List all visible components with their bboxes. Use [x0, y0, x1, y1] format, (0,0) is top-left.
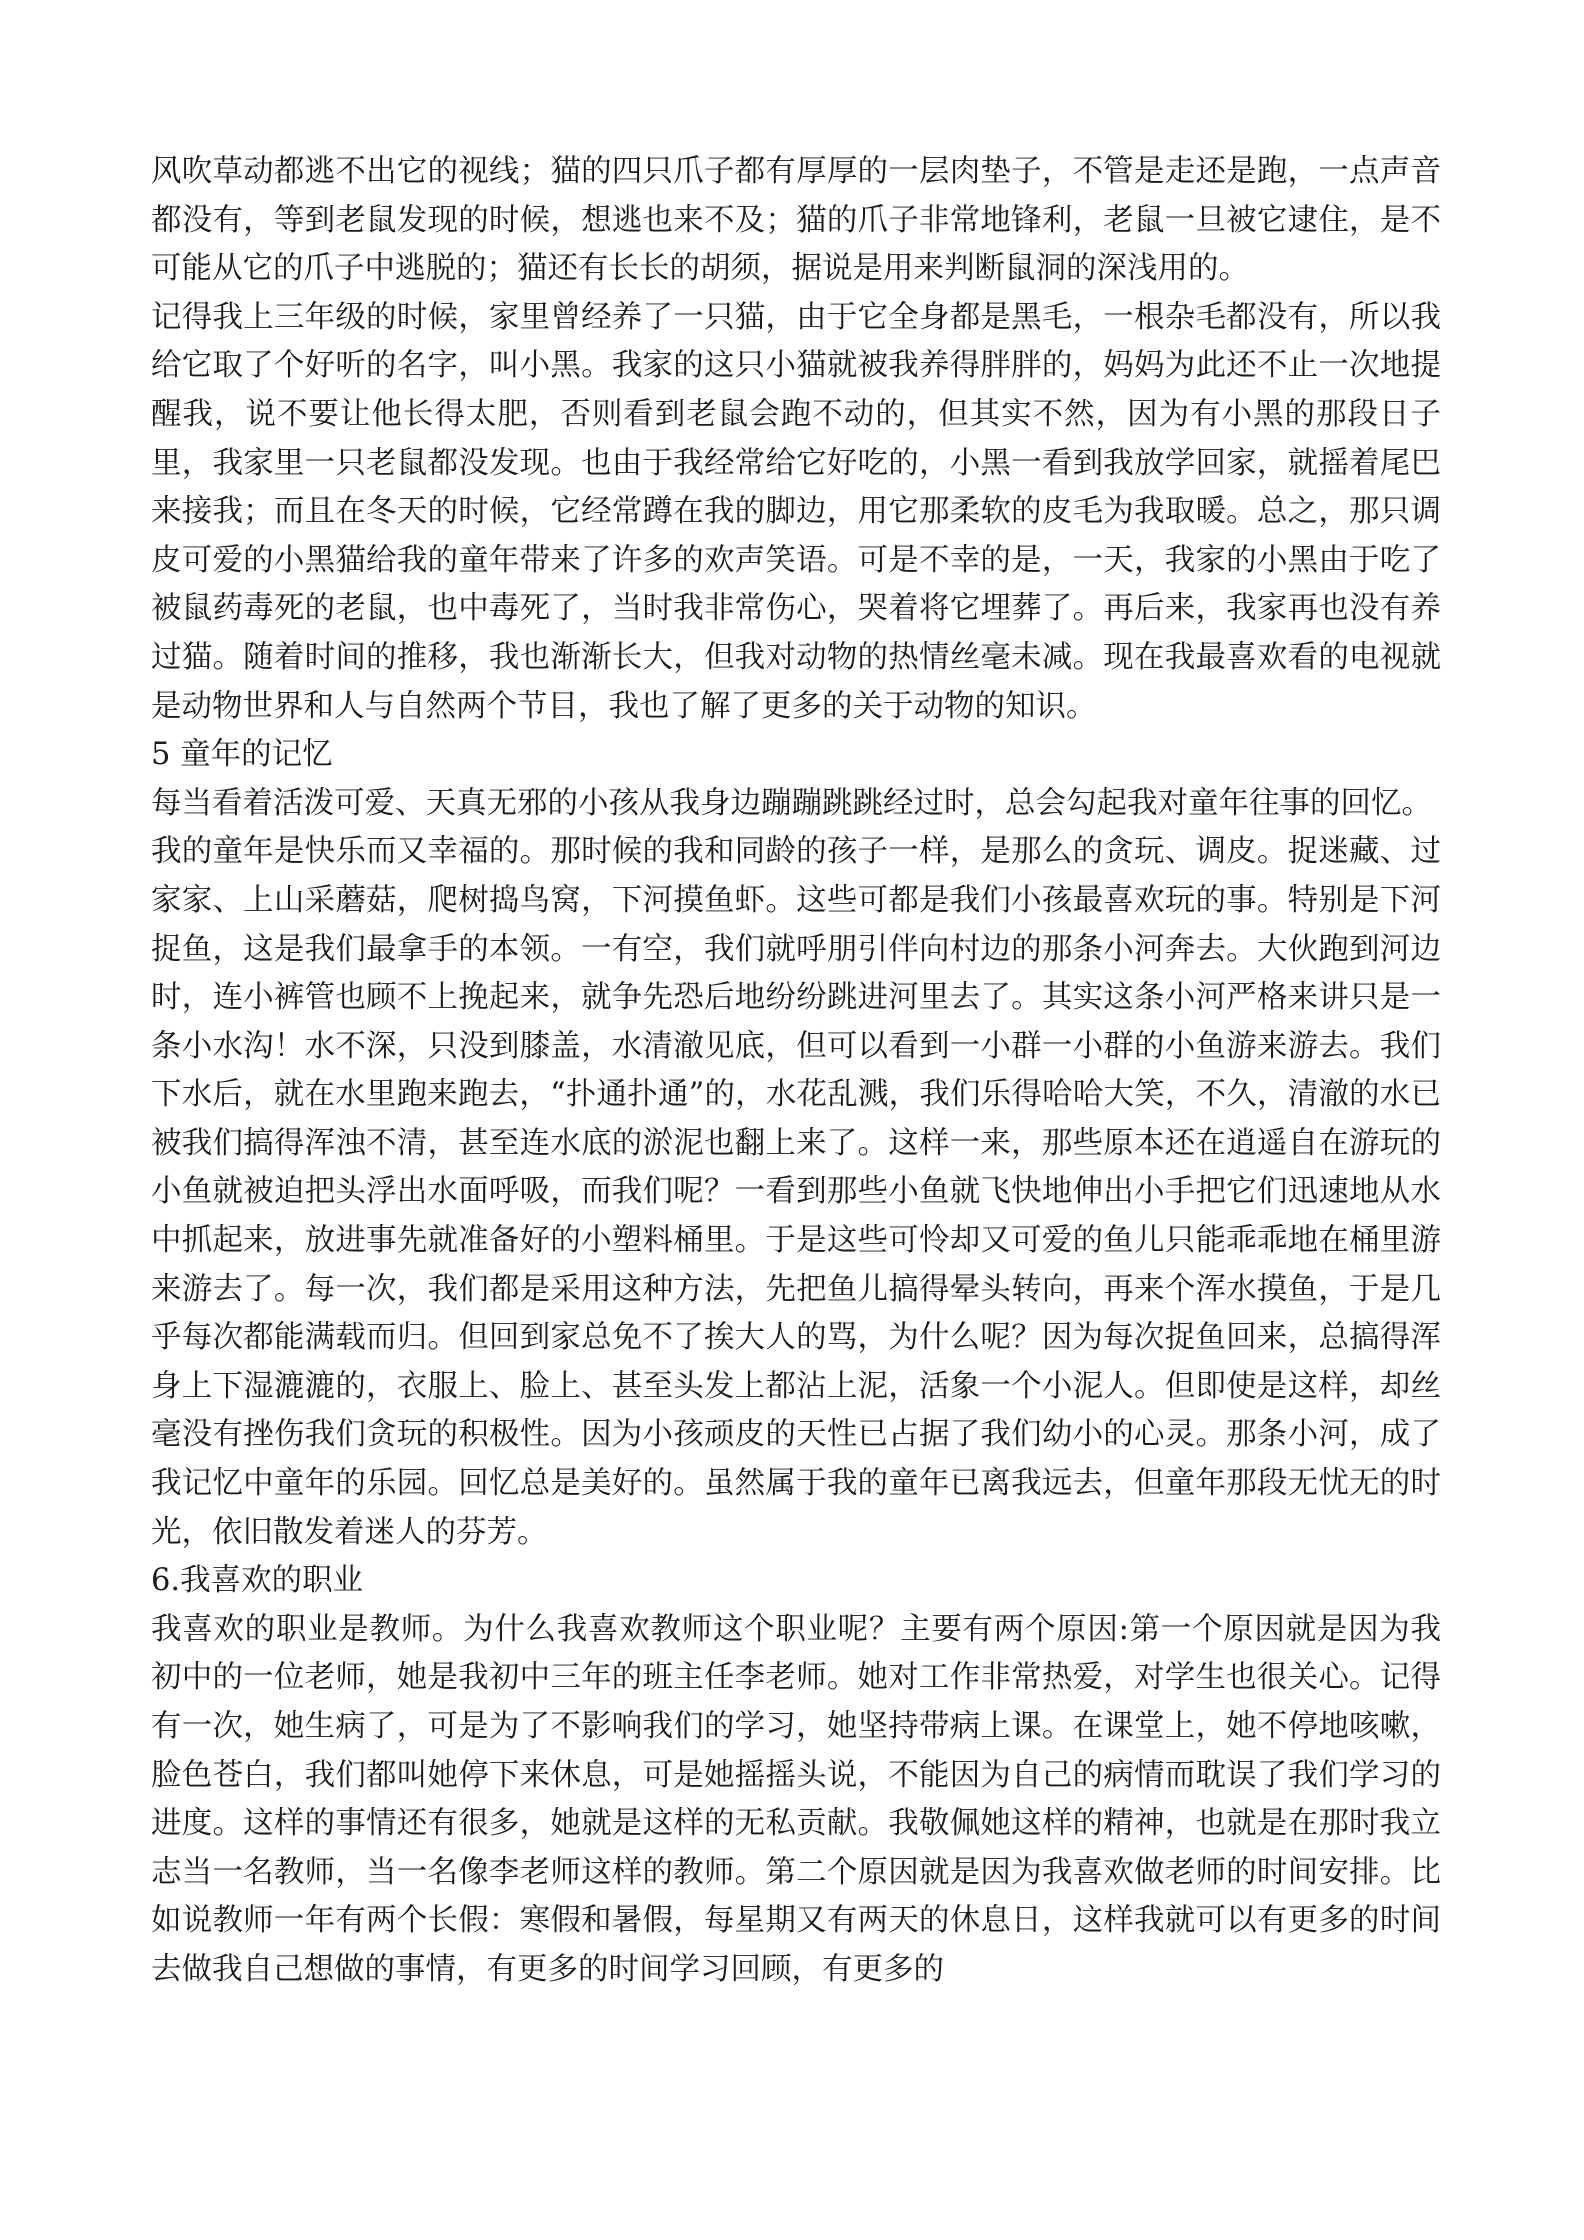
paragraph-cat-senses: 风吹草动都逃不出它的视线；猫的四只爪子都有厚厚的一层肉垫子，不管是走还是跑，一点声音都没有，等到老鼠发现的时候，想逃也来不及；猫的爪子非常地锋利，老鼠一旦被它逮住，是不可能从它的爪子中逃脱的；猫还有长长的胡须，据说是用来判断鼠洞的深浅用的。 — [151, 154, 1441, 287]
paragraph-career-teacher: 我喜欢的职业是教师。为什么我喜欢教师这个职业呢？主要有两个原因:第一个原因就是因为我初中的一位老师，她是我初中三年的班主任李老师。她对工作非常热爱，对学生也很关心。记得有一次，她生病了，可是为了不影响我们的学习，她坚持带病上课。在课堂上，她不停地咳嗽，脸色苍白，我们都叫她停下来休息，可是她摇摇头说，不能因为自己的病情而耽误了我们学习的进度。这样的事情还有很多，她就是这样的无私贡献。我敬佩她这样的精神，也就是在那时我立志当一名教师，当一名像李老师这样的教师。第二个原因就是因为我喜欢做老师的时间安排。比如说教师一年有两个长假：寒假和暑假，每星期又有两天的休息日，这样我就可以有更多的时间去做我自己想做的事情，有更多的时间学习回顾，有更多的 — [151, 1611, 1441, 1987]
section-heading-favorite-career: 6.我喜欢的职业 — [151, 1563, 364, 1599]
paragraph-childhood-fishing: 我的童年是快乐而又幸福的。那时候的我和同龄的孩子一样，是那么的贪玩、调皮。捉迷藏、过家家、上山采蘑菇，爬树捣鸟窝，下河摸鱼虾。这些可都是我们小孩最喜欢玩的事。特别是下河捉鱼，这是我们最拿手的本领。一有空，我们就呼朋引伴向村边的那条小河奔去。大伙跑到河边时，连小裤管也顾不上挽起来，就争先恐后地纷纷跳进河里去了。其实这条小河严格来讲只是一条小水沟！水不深，只没到膝盖，水清澈见底，但可以看到一小群一小群的小鱼游来游去。我们下水后，就在水里跑来跑去，“扑通扑通”的，水花乱溅，我们乐得哈哈大笑，不久，清澈的水已被我们搞得浑浊不清，甚至连水底的淤泥也翻上来了。这样一来，那些原本还在逍遥自在游玩的小鱼就被迫把头浮出水面呼吸，而我们呢？一看到那些小鱼就飞快地伸出小手把它们迅速地从水中抓起来，放进事先就准备好的小塑料桶里。于是这些可怜却又可爱的鱼儿只能乖乖地在桶里游来游去了。每一次，我们都是采用这种方法，先把鱼儿搞得晕头转向，再来个浑水摸鱼，于是几乎每次都能满载而归。但回到家总免不了挨大人的骂，为什么呢？因为每次捉鱼回来，总搞得浑身上下湿漉漉的，衣服上、脸上、甚至头发上都沾上泥，活象一个小泥人。但即使是这样，却丝毫没有挫伤我们贪玩的积极性。因为小孩顽皮的天性已占据了我们幼小的心灵。那条小河，成了我记忆中童年的乐园。回忆总是美好的。虽然属于我的童年已离我远去，但童年那段无忧无的时光，依旧散发着迷人的芬芳。 — [151, 834, 1441, 1550]
paragraph-childhood-intro: 每当看着活泼可爱、天真无邪的小孩从我身边蹦蹦跳跳经过时，总会勾起我对童年往事的回忆。 — [151, 785, 1432, 821]
section-heading-childhood-memory: 5 童年的记忆 — [151, 737, 333, 773]
paragraph-cat-xiaohei: 记得我上三年级的时候，家里曾经养了一只猫，由于它全身都是黑毛，一根杂毛都没有，所以我给它取了个好听的名字，叫小黑。我家的这只小猫就被我养得胖胖的，妈妈为此还不止一次地提醒我，说不要让他长得太肥，否则看到老鼠会跑不动的，但其实不然，因为有小黑的那段日子里，我家里一只老鼠都没发现。也由于我经常给它好吃的，小黑一看到我放学回家，就摇着尾巴来接我；而且在冬天的时候，它经常蹲在我的脚边，用它那柔软的皮毛为我取暖。总之，那只调皮可爱的小黑猫给我的童年带来了许多的欢声笑语。可是不幸的是，一天，我家的小黑由于吃了被鼠药毒死的老鼠，也中毒死了，当时我非常伤心，哭着将它埋葬了。再后来，我家再也没有养过猫。随着时间的推移，我也渐渐长大，但我对动物的热情丝毫未减。现在我最喜欢看的电视就是动物世界和人与自然两个节目，我也了解了更多的关于动物的知识。 — [151, 299, 1441, 724]
document-body — [151, 148, 1441, 1995]
